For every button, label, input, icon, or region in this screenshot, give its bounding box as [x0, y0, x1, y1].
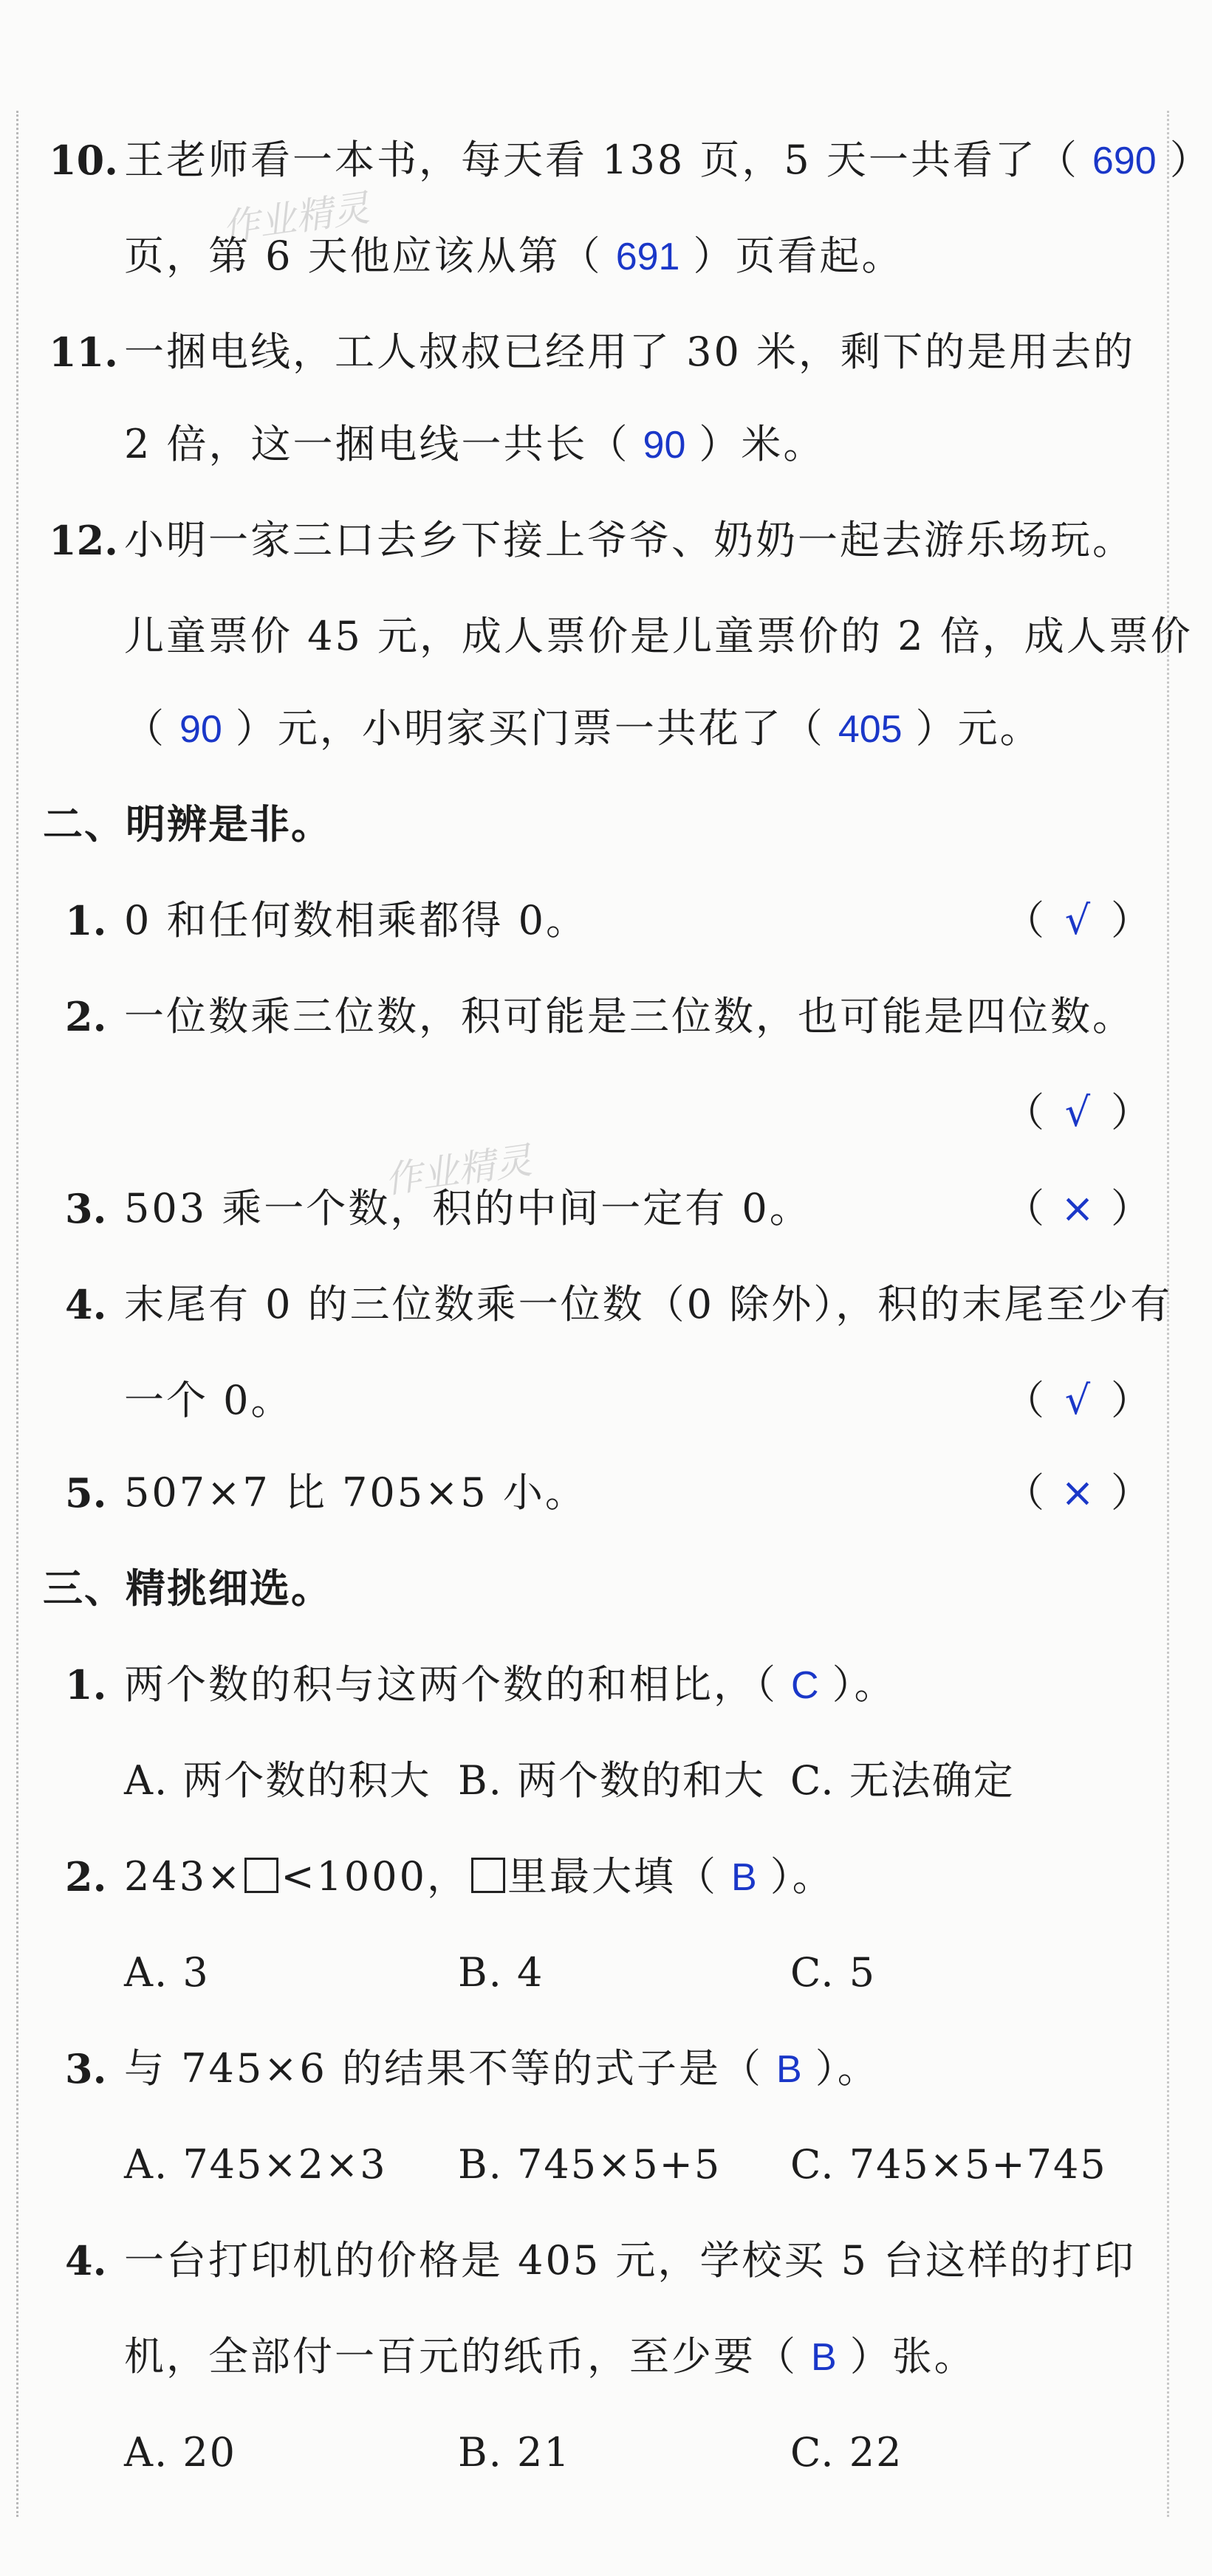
judgement-bracket: （ × ） — [1004, 1185, 1151, 1232]
statement-text: 0 和任何数相乘都得 0。 — [124, 897, 589, 944]
answer: B — [811, 2336, 837, 2379]
check-mark: √ — [1064, 1377, 1091, 1423]
answer: B — [776, 2048, 802, 2091]
question-text: 243× <1000， 里最大填（ B ）。 — [124, 1853, 835, 1900]
option-c: C. 22 — [790, 2429, 903, 2476]
judgement-bracket: （ × ） — [1004, 1469, 1151, 1516]
option-a: A. 20 — [124, 2429, 237, 2476]
option-b: B. 4 — [458, 1949, 544, 1996]
answer: 90 — [643, 424, 686, 467]
question-number: 3. — [65, 1185, 107, 1232]
blank-box — [471, 1858, 505, 1893]
statement-text: 末尾有 0 的三位数乘一位数（0 除外），积的末尾至少有 — [124, 1281, 1173, 1328]
option-c: C. 745×5+745 — [790, 2141, 1107, 2188]
question-number: 10. — [49, 137, 118, 184]
question-text: 儿童票价 45 元，成人票价是儿童票价的 2 倍，成人票价 — [124, 613, 1193, 659]
judgement-bracket: （ √ ） — [1004, 1377, 1151, 1423]
option-a: A. 两个数的积大 — [124, 1757, 431, 1804]
section-heading: 二、明辨是非。 — [43, 801, 332, 848]
question-number: 4. — [65, 1281, 107, 1328]
option-a: A. 745×2×3 — [124, 2141, 387, 2188]
question-text: 两个数的积与这两个数的和相比，（ C ）。 — [124, 1661, 897, 1708]
question-text: 小明一家三口去乡下接上爷爷、奶奶一起去游乐场玩。 — [124, 517, 1134, 563]
question-text: 一台打印机的价格是 405 元，学校买 5 台这样的打印 — [124, 2237, 1137, 2284]
question-text: （ 90 ）元，小明家买门票一共花了（ 405 ）元。 — [124, 705, 1042, 752]
option-b: B. 745×5+5 — [458, 2141, 722, 2188]
question-text: 一捆电线，工人叔叔已经用了 30 米，剩下的是用去的 — [124, 329, 1136, 375]
option-b: B. 21 — [458, 2429, 571, 2476]
watermark: 作业精灵 — [382, 1138, 535, 1202]
answer: C — [791, 1664, 819, 1707]
option-c: C. 5 — [790, 1949, 877, 1996]
section-heading: 三、精挑细选。 — [43, 1565, 332, 1612]
question-number: 12. — [49, 517, 118, 564]
option-b: B. 两个数的和大 — [458, 1757, 766, 1804]
answer: 691 — [615, 236, 680, 278]
answer: 405 — [838, 708, 903, 751]
check-mark: √ — [1064, 1089, 1091, 1136]
check-mark: √ — [1064, 897, 1091, 944]
answer: 690 — [1092, 140, 1157, 182]
statement-text: 503 乘一个数，积的中间一定有 0。 — [124, 1185, 812, 1232]
watermark: 作业精灵 — [219, 186, 372, 250]
statement-text: 一个 0。 — [124, 1377, 293, 1423]
question-text: 2 倍，这一捆电线一共长（ 90 ）米。 — [124, 421, 826, 467]
question-text: 机，全部付一百元的纸币，至少要（ B ）张。 — [124, 2333, 976, 2380]
question-number: 11. — [49, 329, 118, 376]
left-dotted-border — [16, 111, 18, 2517]
blank-box — [244, 1858, 278, 1893]
answer: 90 — [179, 708, 222, 751]
option-a: A. 3 — [124, 1949, 210, 1996]
question-number: 3. — [65, 2045, 107, 2092]
statement-text: 一位数乘三位数，积可能是三位数，也可能是四位数。 — [124, 993, 1134, 1040]
question-number: 1. — [65, 897, 107, 944]
question-number: 2. — [65, 1853, 107, 1900]
question-number: 2. — [65, 993, 107, 1040]
question-text: 王老师看一本书，每天看 138 页，5 天一共看了（ 690 ） — [124, 137, 1212, 183]
answer: B — [731, 1856, 757, 1899]
judgement-bracket: （ √ ） — [1004, 1089, 1151, 1136]
option-c: C. 无法确定 — [790, 1757, 1015, 1804]
judgement-bracket: （ √ ） — [1004, 897, 1151, 944]
cross-mark: × — [1061, 1185, 1095, 1232]
question-number: 1. — [65, 1661, 107, 1708]
question-text: 与 745×6 的结果不等的式子是（ B ）。 — [124, 2045, 880, 2092]
question-text: 页，第 6 天他应该从第（ 691 ）页看起。 — [124, 233, 904, 279]
statement-text: 507×7 比 705×5 小。 — [124, 1469, 587, 1516]
cross-mark: × — [1061, 1469, 1095, 1516]
question-number: 4. — [65, 2237, 107, 2284]
question-number: 5. — [65, 1469, 107, 1517]
